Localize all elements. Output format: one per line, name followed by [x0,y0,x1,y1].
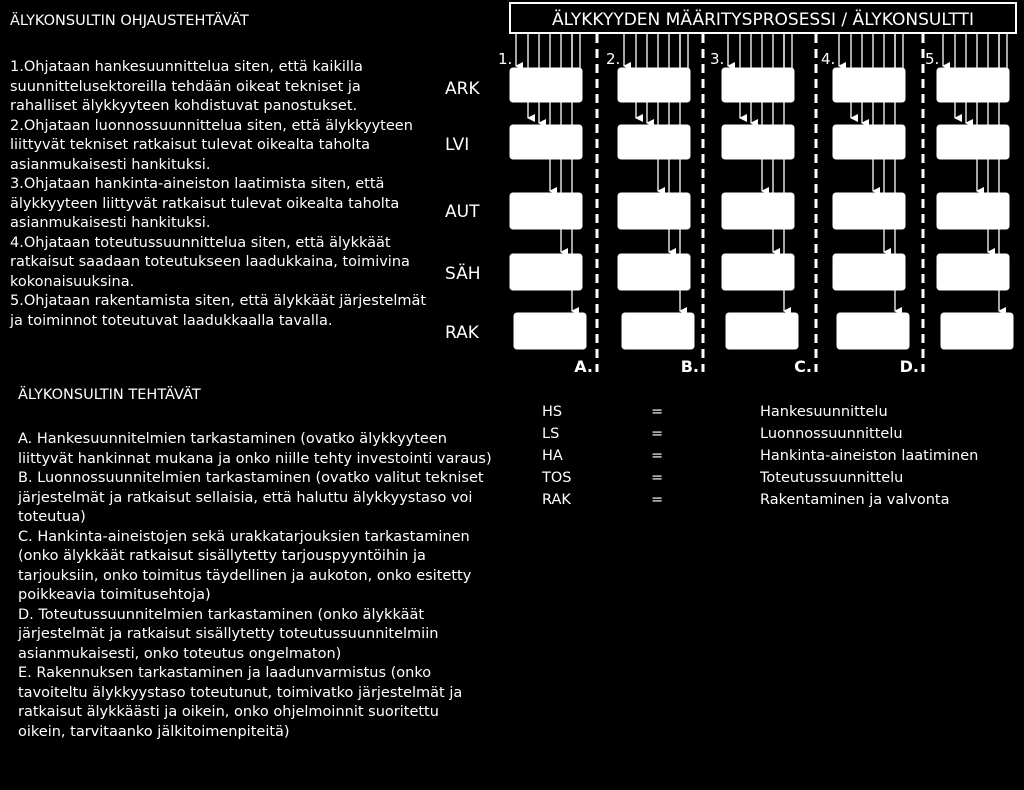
tehtavat-line: D. Toteutussuunnitelmien tarkastaminen (onko älykkäät [18,606,425,623]
phase-box [510,254,582,290]
legend-abbr: HS [542,404,563,420]
phase-number: 3. [710,50,725,68]
ohjaus-line: 4.Ohjataan toteutussuunnittelua siten, että älykkäät [10,234,391,251]
phase-box [618,68,690,102]
row-label-sah: SÄH [445,264,481,284]
phase-box [722,68,794,102]
tehtavat-line: (onko älykkäät ratkaisut sisällytetty tarjouspyyntöihin ja [18,548,426,564]
tehtavat-list [18,430,492,742]
legend-equals: = [651,470,664,486]
ohjaus-line: liittyvät tekniset ratkaisut tulevat oikealta taholta [10,137,371,153]
phase-box [833,68,905,102]
phase-box [510,68,582,102]
tehtavat-line: C. Hankinta-aineistojen sekä urakkatarjouksien tarkastaminen [18,528,470,545]
legend-abbr: LS [542,426,560,442]
ohjaus-line: suunnittelusektoreilla tehdään oikeat tekniset ja [10,78,361,95]
phase-box [937,125,1009,159]
phase-box [722,193,794,229]
phase-box [937,254,1009,290]
legend-abbr: HA [542,448,563,464]
ohjaus-line: asianmukaisesti hankituksi. [10,156,211,173]
ohjaus-line: 2.Ohjataan luonnossuunnittelua siten, että älykkyyteen [10,117,413,134]
legend-equals: = [651,448,664,464]
ohjaus-heading: ÄLYKONSULTIN OHJAUSTEHTÄVÄT [10,13,249,29]
legend-abbr: TOS [542,470,572,486]
phase-box [722,254,794,290]
phase-number: 2. [606,50,621,68]
phase-box [837,313,909,349]
tehtavat-line: B. Luonnossuunnitelmien tarkastaminen (ovatko valitut tekniset [18,470,484,486]
ohjaus-line: ratkaisut saadaan toteutukseen laadukkaina, toimivina [10,254,410,270]
phase-box [510,125,582,159]
ohjaus-line: rahalliset älykkyyteen kohdistuvat panostukset. [10,98,358,114]
ohjaus-line: 5.Ohjataan rakentamista siten, että älykkäät järjestelmät [10,293,427,309]
ohjaus-line: 1.Ohjataan hankesuunnittelua siten, että kaikilla [10,59,363,75]
phase-box [937,68,1009,102]
ohjaus-line: 3.Ohjataan hankinta-aineiston laatimista siten, että [10,176,385,192]
divider-letter: A. [574,357,593,376]
phase-box [726,313,798,349]
tehtavat-line: järjestelmät ja ratkaisut sellaisia, että haluttu älykkyystaso voi [18,489,473,506]
phase-box [833,254,905,290]
phase-box [618,254,690,290]
divider-letter: B. [680,357,699,376]
phase-box [510,193,582,229]
tehtavat-line: tavoiteltu älykkyystaso toteutunut, toimivatko järjestelmät ja [18,684,463,701]
tehtavat-line: poikkeavia toimitusehtoja) [18,587,211,603]
tehtavat-line: oikein, tarvitaanko jälkitoimenpiteitä) [18,723,290,740]
tehtavat-line: A. Hankesuunnitelmien tarkastaminen (ovatko älykkyyteen [18,431,447,447]
tehtavat-line: järjestelmät ja ratkaisut sisällytetty toteutussuunnitelmiin [18,626,439,642]
phase-box [618,125,690,159]
legend-definition: Hankesuunnittelu [760,404,888,420]
ohjaus-line: kokonaisuuksina. [10,273,135,290]
ohjaus-line: älykkyyteen liittyvät ratkaisut tulevat oikealta taholta [10,195,400,212]
row-label-lvi: LVI [445,135,470,155]
tehtavat-line: asianmukaisesti, onko toteutus ongelmaton) [18,645,342,662]
phase-box [937,193,1009,229]
tehtavat-line: toteutua) [18,509,86,525]
tehtavat-line: liittyvät hankinnat mukana ja onko niille tehty investointi varaus) [18,450,492,467]
phase-box [833,125,905,159]
row-label-aut: AUT [445,202,480,222]
phase-number: 1. [498,50,513,68]
phase-box [514,313,586,349]
phase-box [833,193,905,229]
ohjaus-line: ja toiminnot toteutuvat laadukkaalla tavalla. [10,312,333,329]
divider-letter: C. [794,357,812,376]
phase-box [622,313,694,349]
tehtavat-heading: ÄLYKONSULTIN TEHTÄVÄT [18,387,201,403]
row-label-ark: ARK [445,79,480,99]
ohjaus-line: asianmukaisesti hankituksi. [10,215,211,231]
diagram-title: ÄLYKKYYDEN MÄÄRITYSPROSESSI / ÄLYKONSULTTI [552,10,974,30]
phase-number: 4. [821,50,836,68]
legend-definition: Toteutussuunnittelu [760,470,904,486]
legend-equals: = [651,404,664,420]
legend-equals: = [651,426,664,442]
tehtavat-line: E. Rakennuksen tarkastaminen ja laadunvarmistus (onko [18,665,432,681]
legend-abbr: RAK [542,492,571,508]
legend-definition: Rakentaminen ja valvonta [760,492,950,508]
phase-box [618,193,690,229]
legend-equals: = [651,492,664,508]
row-label-rak: RAK [445,323,479,343]
legend-definition: Hankinta-aineiston laatiminen [760,448,979,464]
phase-box [722,125,794,159]
phase-box [941,313,1013,349]
legend-definition: Luonnossuunnittelu [760,426,903,442]
tehtavat-line: ratkaisut älykkäästi ja oikein, onko ohjelmoinnit suoritettu [18,704,439,720]
tehtavat-line: tarjouksiin, onko toimitus täydellinen ja aukoton, onko esitetty [18,567,472,584]
process-diagram [0,0,1024,380]
divider-letter: D. [899,357,919,376]
phase-number: 5. [925,50,940,68]
